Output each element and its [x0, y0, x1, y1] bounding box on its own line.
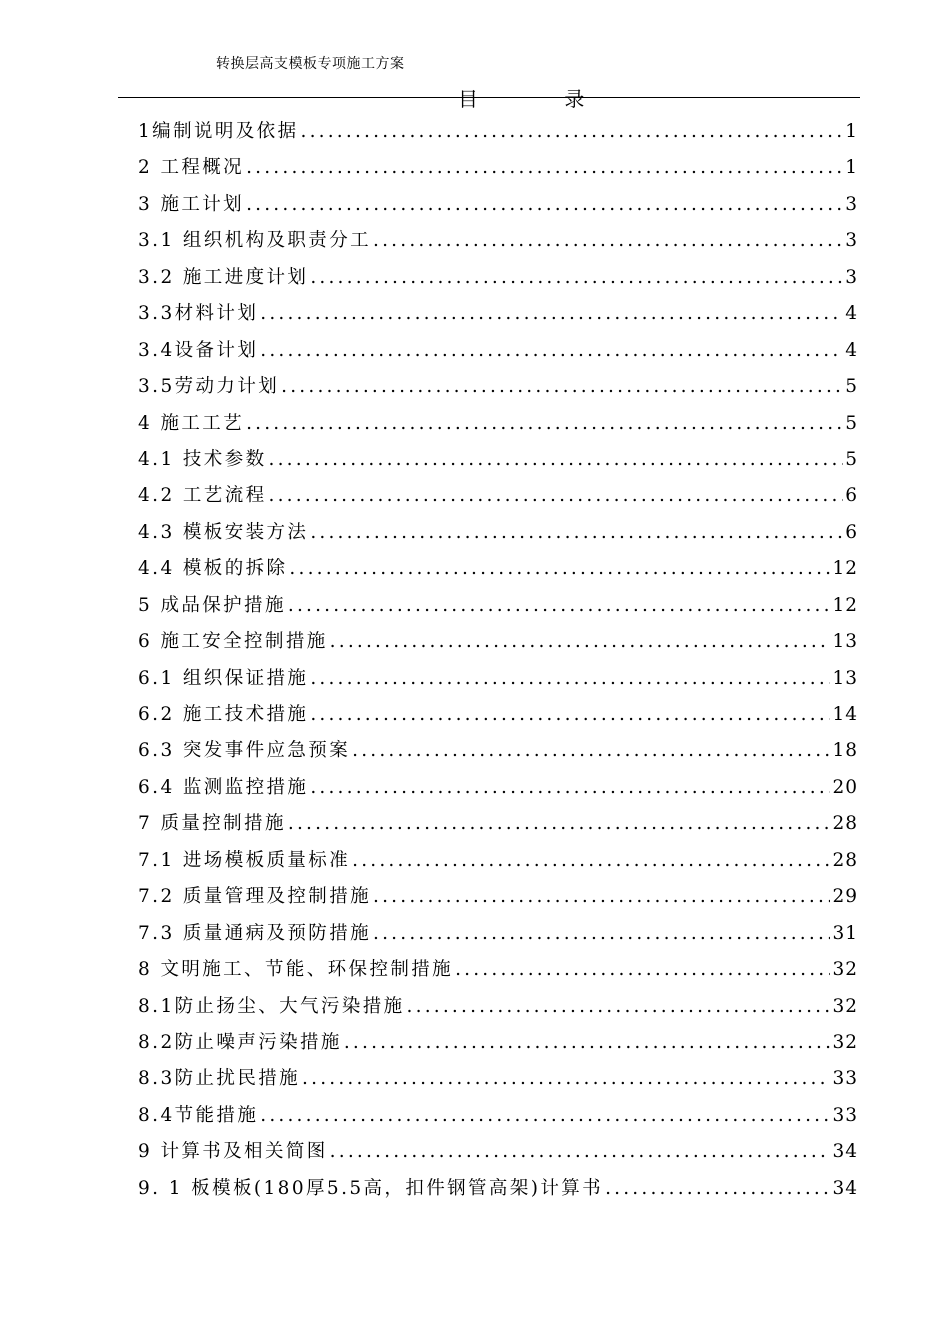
toc-dot-leader: [330, 624, 831, 660]
toc-entry-label: 3.5劳动力计划: [138, 376, 280, 398]
toc-dot-leader: [310, 515, 843, 551]
running-header: 转换层高支模板专项施工方案: [216, 56, 405, 72]
toc-entry-label: 1编制说明及依据: [138, 121, 299, 142]
toc-entry[interactable]: [138, 260, 858, 296]
toc-entry-page: 13: [832, 631, 858, 653]
toc-entry-label: 3.1 组织机构及职责分工: [138, 230, 372, 252]
toc-entry-page: 4: [845, 339, 858, 361]
toc-entry[interactable]: [138, 223, 858, 259]
toc-dot-leader: [373, 916, 830, 952]
toc-dot-leader: [246, 406, 843, 442]
toc-entry[interactable]: [138, 770, 858, 806]
toc-entry-label: 7 质量控制措施: [138, 813, 286, 835]
toc-dot-leader: [302, 1061, 830, 1097]
toc-dot-leader: [300, 114, 843, 150]
toc-dot-leader: [246, 150, 843, 186]
toc-entry-label: 6.2 施工技术措施: [138, 704, 309, 725]
toc-entry[interactable]: [138, 624, 858, 660]
toc-entry[interactable]: [138, 1171, 858, 1207]
toc-dot-leader: [260, 1098, 830, 1134]
toc-entry-page: 5: [845, 412, 858, 434]
toc-dot-leader: [352, 733, 830, 769]
toc-entry[interactable]: [138, 661, 858, 697]
toc-entry-page: 34: [832, 1141, 858, 1163]
toc-entry-page: 34: [832, 1177, 858, 1199]
toc-entry-label: 7.1 进场模板质量标准: [138, 849, 351, 871]
toc-entry-page: 6: [845, 521, 858, 543]
toc-entry-label: 4.4 模板的拆除: [138, 558, 288, 580]
toc-entry-label: 2 工程概况: [138, 157, 245, 179]
toc-dot-leader: [310, 260, 843, 296]
toc-entry-page: 12: [832, 558, 858, 580]
toc-entry-label: 4 施工工艺: [138, 412, 245, 434]
toc-entry-page: 4: [845, 303, 858, 325]
toc-dot-leader: [352, 843, 830, 879]
toc-entry[interactable]: [138, 1134, 858, 1170]
toc-entry-label: 8.2防止噪声污染措施: [138, 1031, 342, 1053]
toc-dot-leader: [605, 1171, 830, 1207]
toc-entry-page: 32: [832, 995, 858, 1017]
toc-entry-page: 28: [832, 849, 858, 871]
toc-entry[interactable]: [138, 1061, 858, 1097]
toc-entry-label: 7.2 质量管理及控制措施: [138, 886, 372, 908]
toc-dot-leader: [269, 478, 844, 514]
toc-dot-leader: [373, 223, 843, 259]
toc-entry-page: 5: [845, 376, 858, 398]
toc-entry-page: 1: [845, 157, 858, 179]
toc-entry-label: 5 成品保护措施: [138, 594, 286, 616]
toc-entry[interactable]: [138, 989, 858, 1025]
toc-entry-label: 6.3 突发事件应急预案: [138, 740, 351, 762]
toc-dot-leader: [310, 661, 830, 697]
toc-entry[interactable]: [138, 187, 858, 223]
toc-dot-leader: [289, 551, 830, 587]
toc-entry-page: 14: [832, 704, 858, 725]
toc-entry-page: 32: [832, 959, 858, 981]
toc-entry-page: 3: [845, 230, 858, 252]
toc-entry[interactable]: [138, 551, 858, 587]
toc-entry-label: 4.2 工艺流程: [138, 485, 267, 507]
toc-entry-page: 20: [832, 776, 858, 798]
toc-entry-page: 3: [845, 193, 858, 215]
toc-dot-leader: [373, 879, 830, 915]
toc-entry-label: 4.1 技术参数: [138, 448, 267, 470]
toc-entry[interactable]: [138, 843, 858, 879]
toc-entry[interactable]: [138, 478, 858, 514]
toc-entry-label: 3.4设备计划: [138, 339, 259, 361]
toc-entry-page: 6: [845, 485, 858, 507]
toc-entry-label: 6 施工安全控制措施: [138, 631, 328, 653]
toc-entry[interactable]: [138, 806, 858, 842]
toc-entry-page: 3: [845, 266, 858, 288]
toc-dot-leader: [281, 369, 843, 405]
toc-dot-leader: [455, 952, 830, 988]
toc-dot-leader: [288, 806, 831, 842]
toc-dot-leader: [260, 296, 843, 332]
toc-dot-leader: [407, 989, 831, 1025]
toc-entry[interactable]: [138, 150, 858, 186]
toc-entry[interactable]: [138, 916, 858, 952]
toc-entry[interactable]: [138, 333, 858, 369]
toc-entry-page: 18: [832, 740, 858, 762]
toc-entry[interactable]: [138, 733, 858, 769]
toc-entry-label: 6.1 组织保证措施: [138, 667, 309, 689]
toc-entry-page: 28: [832, 813, 858, 835]
toc-entry-page: 32: [832, 1031, 858, 1053]
toc-entry-label: 8.3防止扰民措施: [138, 1068, 301, 1090]
toc-entry[interactable]: [138, 369, 858, 405]
toc-entry-label: 8.4节能措施: [138, 1104, 259, 1126]
toc-entry-label: 8.1防止扬尘、大气污染措施: [138, 995, 405, 1017]
toc-entry[interactable]: [138, 296, 858, 332]
toc-entry[interactable]: [138, 114, 858, 150]
toc-entry[interactable]: [138, 952, 858, 988]
toc-entry-page: 33: [832, 1068, 858, 1090]
toc-entry-label: 3 施工计划: [138, 193, 245, 215]
toc-entry-label: 8 文明施工、节能、环保控制措施: [138, 959, 454, 981]
toc-entry[interactable]: [138, 406, 858, 442]
toc-entry-page: 12: [832, 594, 858, 616]
toc-dot-leader: [288, 588, 831, 624]
toc-entry-page: 29: [832, 886, 858, 908]
table-of-contents: [138, 114, 858, 1207]
toc-entry-page: 5: [845, 448, 858, 470]
toc-dot-leader: [269, 442, 844, 478]
toc-entry-label: 6.4 监测监控措施: [138, 776, 309, 798]
toc-entry[interactable]: [138, 879, 858, 915]
toc-entry[interactable]: [138, 515, 858, 551]
toc-entry[interactable]: [138, 697, 858, 733]
toc-entry-label: 3.2 施工进度计划: [138, 266, 309, 288]
toc-dot-leader: [344, 1025, 831, 1061]
toc-entry-page: 31: [832, 922, 858, 944]
toc-title: 目 录: [458, 87, 625, 111]
toc-entry-label: 4.3 模板安装方法: [138, 521, 309, 543]
toc-dot-leader: [330, 1134, 831, 1170]
toc-entry-page: 33: [832, 1104, 858, 1126]
toc-entry-label: 9 计算书及相关简图: [138, 1141, 328, 1163]
header-rule: [118, 97, 860, 98]
toc-entry-label: 9. 1 板模板(180厚5.5高，扣件钢管高架)计算书: [138, 1177, 604, 1199]
toc-dot-leader: [310, 770, 830, 806]
toc-dot-leader: [310, 697, 830, 733]
toc-entry-label: 3.3材料计划: [138, 303, 259, 325]
toc-entry-page: 13: [832, 667, 858, 689]
toc-entry-page: 1: [845, 121, 858, 142]
toc-entry-label: 7.3 质量通病及预防措施: [138, 922, 372, 944]
toc-dot-leader: [246, 187, 843, 223]
toc-entry[interactable]: [138, 588, 858, 624]
toc-entry[interactable]: [138, 442, 858, 478]
toc-dot-leader: [260, 333, 843, 369]
toc-entry[interactable]: [138, 1025, 858, 1061]
toc-entry[interactable]: [138, 1098, 858, 1134]
